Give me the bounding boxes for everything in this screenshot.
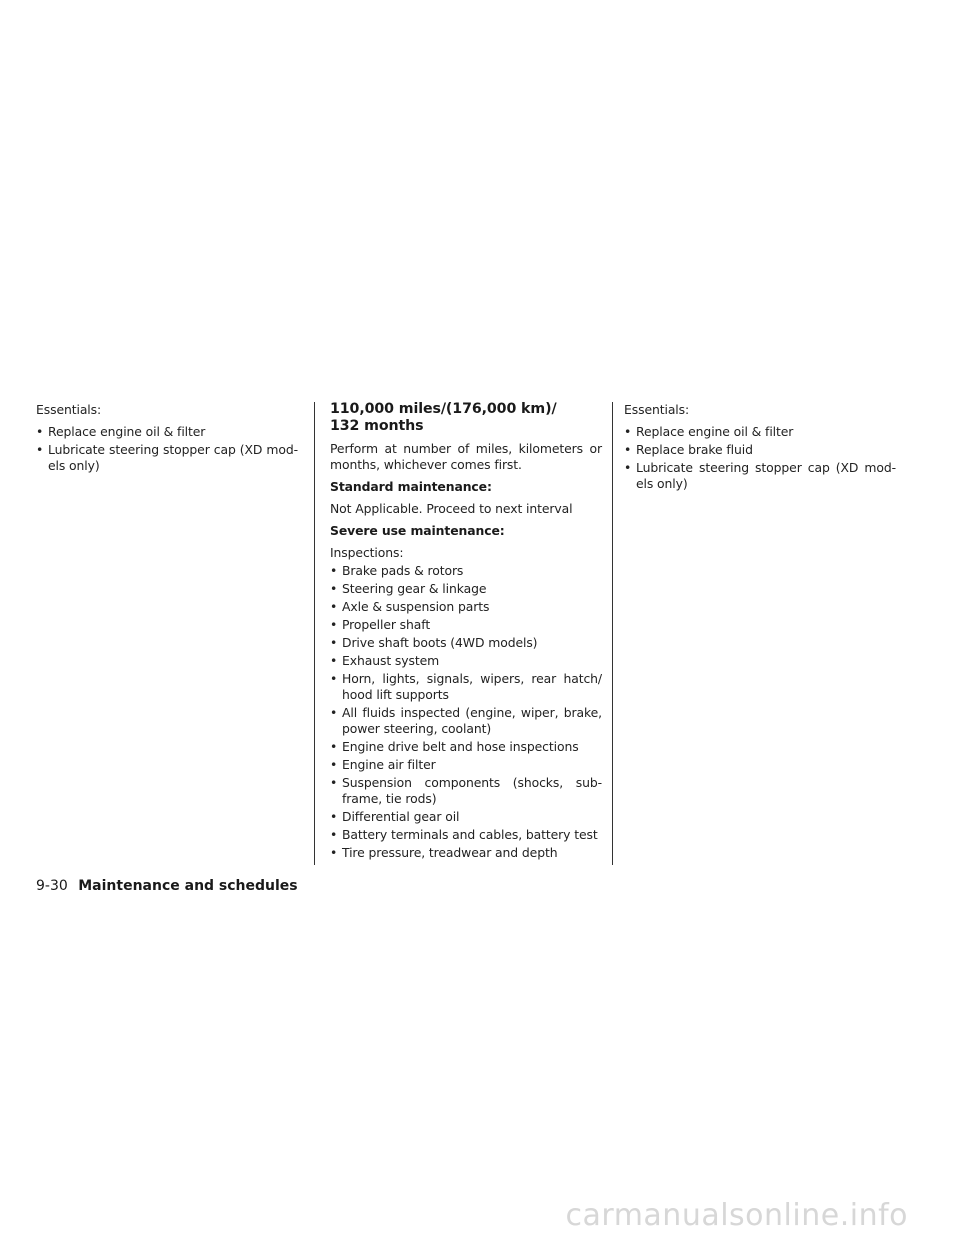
inspections-list (330, 563, 602, 861)
right-column (624, 402, 896, 494)
list-item: • Battery terminals and cables, battery test (330, 827, 602, 843)
interval-intro: Perform at number of miles, kilometers or months, whichever comes first. (330, 441, 602, 472)
severe-maintenance-title: Severe use maintenance: (330, 523, 505, 538)
column-divider (612, 402, 613, 865)
list-item: • Lubricate steering stopper cap (XD mod-els only) (36, 442, 298, 474)
left-column (36, 402, 298, 476)
list-item: • Horn, lights, signals, wipers, rear hatch/ hood lift supports (330, 671, 602, 703)
page-footer (36, 877, 298, 895)
essentials-list (36, 424, 298, 474)
section-title: Maintenance and schedules (78, 878, 298, 894)
list-item: • All fluids inspected (engine, wiper, brake, power steering, coolant) (330, 705, 602, 737)
list-item: • Replace brake fluid (624, 442, 896, 458)
list-item: • Tire pressure, treadwear and depth (330, 845, 602, 861)
watermark: carmanualsonline.info (565, 1198, 908, 1233)
interval-heading-line-1: 110,000 miles/(176,000 km)/ (330, 401, 557, 417)
column-divider (314, 402, 315, 865)
list-item: • Engine air filter (330, 757, 602, 773)
list-item: • Brake pads & rotors (330, 563, 602, 579)
middle-column (330, 402, 602, 863)
list-item: • Exhaust system (330, 653, 602, 669)
list-item: • Suspension components (shocks, sub-frame, tie rods) (330, 775, 602, 807)
list-item: • Axle & suspension parts (330, 599, 602, 615)
list-item: • Drive shaft boots (4WD models) (330, 635, 602, 651)
list-item: • Replace engine oil & filter (624, 424, 896, 440)
essentials-label: Essentials: (36, 402, 102, 417)
interval-heading-line-2: 132 months (330, 418, 424, 434)
standard-maintenance-title: Standard maintenance: (330, 479, 492, 494)
standard-maintenance-text: Not Applicable. Proceed to next interval (330, 501, 573, 516)
list-item: • Engine drive belt and hose inspections (330, 739, 602, 755)
list-item: • Propeller shaft (330, 617, 602, 633)
page-number: 9-30 (36, 878, 68, 894)
list-item: • Differential gear oil (330, 809, 602, 825)
inspections-label: Inspections: (330, 545, 404, 560)
list-item: • Replace engine oil & filter (36, 424, 298, 440)
essentials-label: Essentials: (624, 402, 690, 417)
interval-heading (330, 401, 602, 435)
list-item: • Steering gear & linkage (330, 581, 602, 597)
list-item: • Lubricate steering stopper cap (XD mod-els only) (624, 460, 896, 492)
essentials-list (624, 424, 896, 492)
